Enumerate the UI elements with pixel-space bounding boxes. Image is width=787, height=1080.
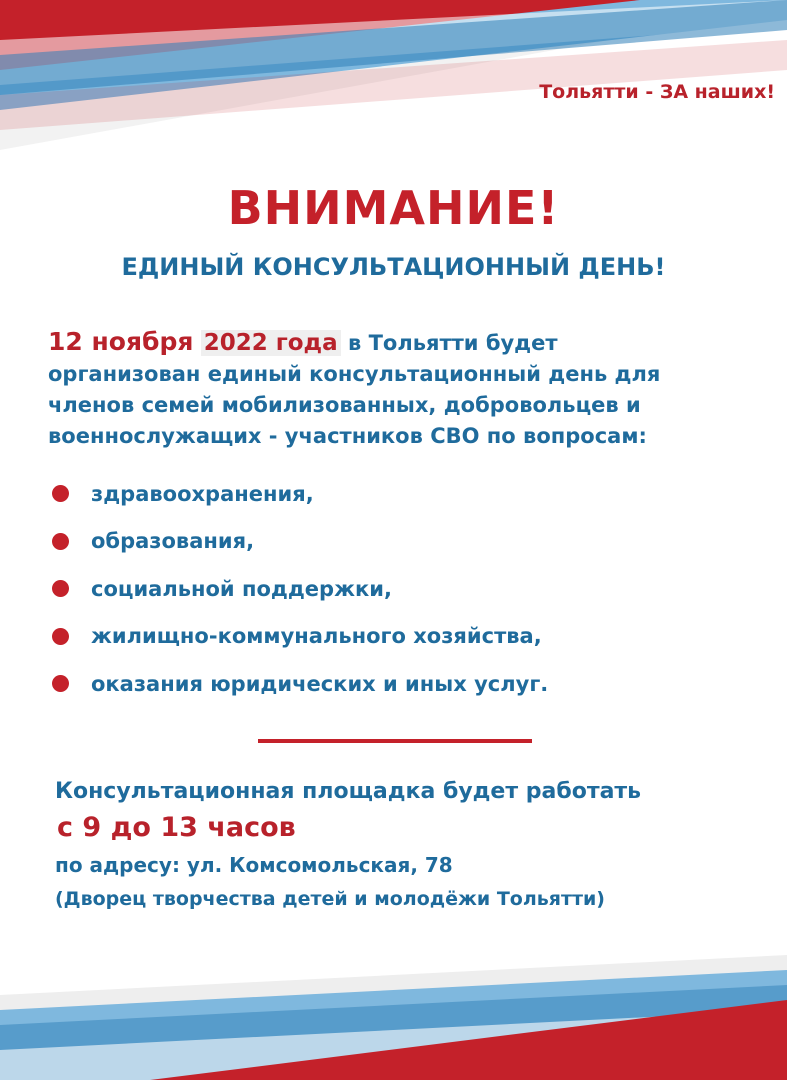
venue-address: по адресу: ул. Комсомольская, 78 <box>55 853 453 877</box>
page-subtitle: ЕДИНЫЙ КОНСУЛЬТАЦИОННЫЙ ДЕНЬ! <box>121 253 666 281</box>
event-year: 2022 года <box>201 330 341 356</box>
venue-hours: с 9 до 13 часов <box>57 812 296 843</box>
bullet-icon <box>52 675 69 692</box>
divider <box>258 739 532 743</box>
list-item <box>52 565 752 613</box>
venue-info <box>55 776 775 916</box>
topic-label: оказания юридических и иных услуг. <box>91 671 549 696</box>
intro-line-2: организован единый консультационный день для <box>48 362 661 386</box>
topic-label: здравоохранения, <box>91 481 314 506</box>
list-item <box>52 518 752 566</box>
list-item <box>52 613 752 661</box>
topics-list <box>52 470 752 708</box>
top-decoration <box>0 0 787 150</box>
topic-label: жилищно-коммунального хозяйства, <box>91 624 542 649</box>
list-item <box>52 660 752 708</box>
intro-line-3: членов семей мобилизованных, добровольцев и <box>48 393 641 417</box>
event-date: 12 ноября <box>48 327 194 356</box>
bullet-icon <box>52 485 69 502</box>
intro-line-4: военнослужащих - участников СВО по вопросам: <box>48 424 647 448</box>
bullet-icon <box>52 628 69 645</box>
intro-line-1-rest: в Тольятти будет <box>347 331 558 355</box>
list-item <box>52 470 752 518</box>
venue-place: (Дворец творчества детей и молодёжи Тольятти) <box>55 888 605 910</box>
intro-line-1 <box>48 326 768 359</box>
bullet-icon <box>52 580 69 597</box>
slogan-tag: Тольятти - ЗА наших! <box>539 81 775 103</box>
intro-text <box>48 326 768 452</box>
venue-line: Консультационная площадка будет работать <box>55 779 642 804</box>
page-title: ВНИМАНИЕ! <box>227 181 560 235</box>
topic-label: социальной поддержки, <box>91 576 392 601</box>
topic-label: образования, <box>91 529 255 554</box>
bullet-icon <box>52 533 69 550</box>
bottom-decoration <box>0 955 787 1080</box>
